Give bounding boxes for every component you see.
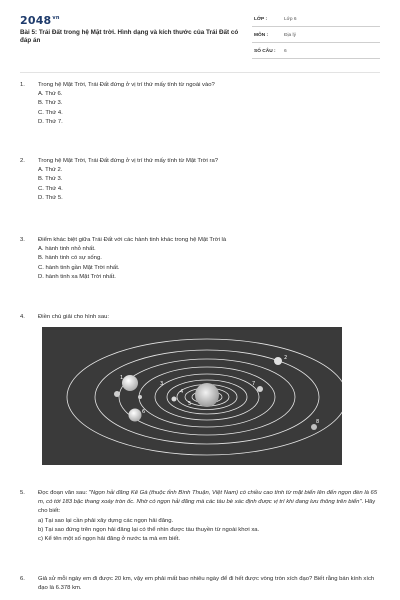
sub-question: a) Tại sao lại cần phải xây dựng các ngọn hải đăng.	[38, 517, 174, 524]
option: D. Thứ 7.	[38, 118, 63, 125]
label-2: 2	[284, 355, 288, 361]
option: C. Thứ 4.	[38, 185, 63, 192]
planet-icon	[114, 391, 120, 397]
option: B. Thứ 3.	[38, 176, 63, 183]
meta-class: LỚP : Lớp 6	[252, 14, 380, 27]
label-8: 8	[316, 419, 320, 425]
option: A. hành tinh nhỏ nhất.	[38, 246, 96, 253]
planet-icon	[129, 409, 142, 422]
label-7: 7	[252, 381, 256, 387]
option: D. hành tinh xa Mặt Trời nhất.	[38, 273, 116, 280]
option: B. hành tinh có sự sống.	[38, 255, 102, 262]
sun-icon	[195, 383, 219, 407]
planet-icon	[172, 397, 177, 402]
page-header	[0, 0, 400, 66]
planet-icon	[122, 375, 138, 391]
header-divider	[20, 72, 380, 73]
meta-question-count: SỐ CÂU : 6	[252, 46, 380, 59]
label-4: 4	[180, 389, 184, 395]
option: C. Thứ 4.	[38, 109, 63, 116]
option: C. hành tinh gần Mặt Trời nhất.	[38, 264, 120, 271]
sub-question: c) Kể tên một số ngọn hải đăng ở nước ta mà em biết.	[38, 536, 180, 543]
site-logo[interactable]: $2048^{vn}$	[20, 14, 60, 27]
label-6: 6	[142, 409, 146, 415]
solar-system-figure	[42, 327, 342, 465]
planet-icon	[138, 395, 142, 399]
question-1: 1. Trong hệ Mặt Trời, Trái Đất đứng ở vị trí thứ mấy tính từ ngoài vào? A. Thứ 6. B. Thứ 3. C. Thứ 4. D. Thứ 7.	[20, 81, 385, 127]
planet-icon	[274, 357, 282, 365]
label-1: 1	[120, 375, 124, 381]
question-6: 6. Giả sử mỗi ngày em đi được 20 km, vậy em phải mất bao nhiêu ngày để đi hết được vòng tròn xích đạo? Biết rằng bán kính xích đạo là 6.378 km.	[20, 576, 375, 592]
option: A. Thứ 2.	[38, 167, 63, 174]
question-4: 4. Điền chú giải cho hình sau:	[20, 314, 110, 320]
option: A. Thứ 6.	[38, 91, 63, 98]
label-5: 5	[188, 401, 192, 407]
question-2: 2. Trong hệ Mặt Trời, Trái Đất đứng ở vị trí thứ mấy tính từ Mặt Trời ra? A. Thứ 2. B. Thứ 3. C. Thứ 4. D. Thứ 5.	[20, 157, 385, 203]
meta-subject: MÔN : Địa lý	[252, 30, 380, 43]
label-3: 3	[160, 381, 164, 387]
planet-icon	[257, 386, 263, 392]
question-3: 3. Điểm khác biệt giữa Trái Đất với các hành tinh khác trong hệ Mặt Trời là A. hành tinh nhỏ nhất. B. hành tinh có sự sống. C. hành tinh gần Mặt Trời nhất. D. hành tinh xa Mặt Trời nhất.	[20, 236, 385, 282]
question-5: 5. Đọc đoạn văn sau: "Ngọn hải đăng Kê Gà (thuộc tỉnh Bình Thuận, Việt Nam) có chiều cao tính từ mặt biển lên đến ngọn đèn là 65 m, có tới 183 bậc thang xoáy tròn ốc. Nhờ có ngọn hải đăng mà các tàu bè xác định được vị trí khi đang lưu thông trên biển". Hãy cho biết: a) Tại sao lại cần phải xây dựng các ngọn hải đăng. b) Tại sao đứng trên ngọn hải đăng lại có thể nhìn được tàu thuyền từ ngoài khơi xa. c) Kể tên một số ngọn hải đăng ở nước ta mà em biết.	[20, 489, 385, 544]
sub-question: b) Tại sao đứng trên ngọn hải đăng lại có thể nhìn được tàu thuyền từ ngoài khơi xa.	[38, 526, 260, 533]
option: B. Thứ 3.	[38, 100, 63, 107]
solar-system-diagram	[42, 327, 342, 465]
option: D. Thứ 5.	[38, 194, 63, 201]
page-title: Bài 5: Trái Đất trong hệ Mặt trời. Hình dạng và kích thước của Trái Đất có đáp án	[20, 29, 239, 44]
